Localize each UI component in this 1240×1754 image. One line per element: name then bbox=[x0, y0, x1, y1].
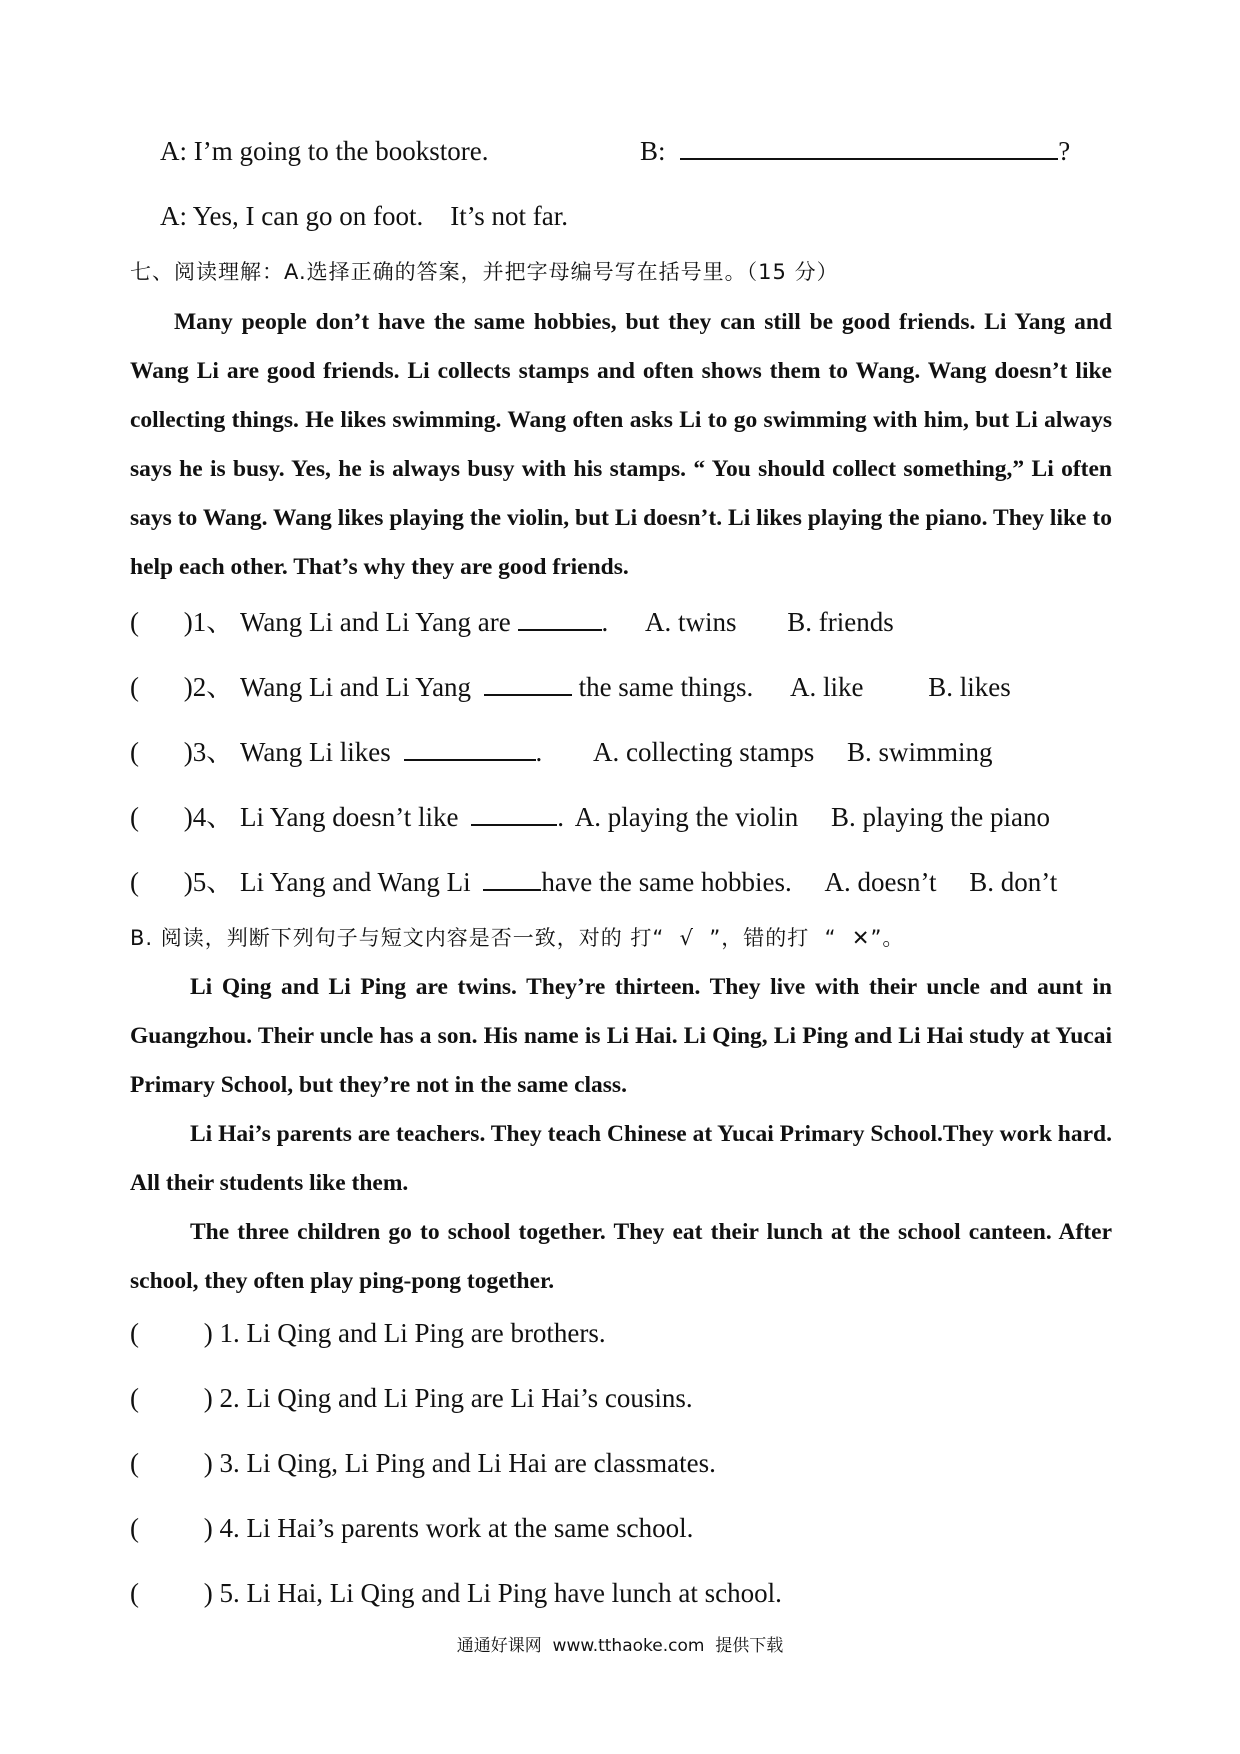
question-row bbox=[130, 605, 894, 639]
answer-paren[interactable]: ( bbox=[130, 1578, 139, 1608]
option-b: B. likes bbox=[928, 672, 1011, 702]
statement-text: ) 5. Li Hai, Li Qing and Li Ping have lunch at school. bbox=[203, 1578, 782, 1608]
dialogue-line-b1 bbox=[640, 134, 1070, 168]
statement-text: ) 4. Li Hai’s parents work at the same school. bbox=[203, 1513, 694, 1543]
statement-row bbox=[130, 1511, 693, 1545]
option-a: A. playing the violin bbox=[574, 802, 799, 832]
question-stem-end: have the same hobbies. bbox=[541, 867, 792, 897]
answer-paren[interactable]: ( bbox=[130, 867, 139, 897]
question-stem: Wang Li and Li Yang bbox=[240, 672, 472, 702]
question-number: )5、 bbox=[183, 867, 234, 897]
option-a: A. like bbox=[790, 672, 864, 702]
sectionB-heading: B. 阅读，判断下列句子与短文内容是否一致，对的 打“ √ ”，错的打 “ ✕”。 bbox=[130, 926, 905, 950]
statement-text: ) 2. Li Qing and Li Ping are Li Hai’s cousins. bbox=[203, 1383, 693, 1413]
answer-paren[interactable]: ( bbox=[130, 1448, 139, 1478]
statement-row bbox=[130, 1446, 716, 1480]
question-stem: Wang Li and Li Yang are bbox=[240, 607, 511, 637]
question-row bbox=[130, 800, 1050, 834]
answer-paren[interactable]: ( bbox=[130, 672, 139, 702]
statement-row bbox=[130, 1316, 606, 1350]
answer-paren[interactable]: ( bbox=[130, 1383, 139, 1413]
question-stem: Li Yang doesn’t like bbox=[240, 802, 459, 832]
statement-row bbox=[130, 1381, 693, 1415]
question-row bbox=[130, 670, 1011, 704]
question-stem-end: . bbox=[601, 607, 609, 637]
question-blank bbox=[471, 800, 557, 826]
option-b: B. playing the piano bbox=[831, 802, 1050, 832]
option-b: B. don’t bbox=[969, 867, 1058, 897]
section7-heading: 七、阅读理解：A.选择正确的答案，并把字母编号写在括号里。（15 分） bbox=[130, 260, 839, 284]
question-blank bbox=[484, 670, 572, 696]
question-number: )4、 bbox=[183, 802, 234, 832]
page-footer: 通通好课网 www.tthaoke.com 提供下载 bbox=[456, 1636, 784, 1656]
answer-paren[interactable]: ( bbox=[130, 607, 139, 637]
question-row bbox=[130, 735, 993, 769]
question-stem-end: the same things. bbox=[578, 672, 754, 702]
dialogue-b-label: B: bbox=[640, 136, 666, 166]
passage-a: Many people don’t have the same hobbies, but they can still be good friends. Li Yang and Wang Li are good friends. Li collects stamps and often shows them to Wang. Wang doesn’t like collecting things. He likes swimming. Wang often asks Li to go swimming with him, but Li always says he is busy. Yes, he is always busy with his stamps. “ You should collect something,” Li often says to Wang. Wang likes playing the violin, but Li doesn’t. Li likes playing the piano. They like to help each other. That’s why they are good friends. bbox=[130, 309, 1112, 580]
question-mark: ? bbox=[1058, 136, 1071, 166]
option-a: A. collecting stamps bbox=[593, 737, 815, 767]
option-b: B. swimming bbox=[847, 737, 993, 767]
passage-b-paragraph-2: Li Hai’s parents are teachers. They teach Chinese at Yucai Primary School.They work hard. All their students like them. bbox=[130, 1121, 1112, 1196]
question-blank bbox=[518, 605, 602, 631]
passage-b-paragraph-3: The three children go to school together. They eat their lunch at the school canteen. After school, they often play ping-pong together. bbox=[130, 1219, 1112, 1294]
option-a: A. twins bbox=[645, 607, 737, 637]
question-stem: Li Yang and Wang Li bbox=[240, 867, 471, 897]
question-number: )3、 bbox=[183, 737, 234, 767]
answer-paren[interactable]: ( bbox=[130, 1318, 139, 1348]
answer-blank[interactable] bbox=[680, 134, 1058, 160]
statement-text: ) 3. Li Qing, Li Ping and Li Hai are classmates. bbox=[203, 1448, 716, 1478]
question-stem-end: . bbox=[535, 737, 543, 767]
option-a: A. doesn’t bbox=[824, 867, 937, 897]
answer-paren[interactable]: ( bbox=[130, 802, 139, 832]
passage-b-paragraph-1: Li Qing and Li Ping are twins. They’re thirteen. They live with their uncle and aunt in Guangzhou. Their uncle has a son. His name is Li Hai. Li Qing, Li Ping and Li Hai study at Yucai Primary School, but they’re not in the same class. bbox=[130, 974, 1112, 1098]
question-blank bbox=[404, 735, 536, 761]
dialogue-line-a1: A: I’m going to the bookstore. bbox=[160, 136, 489, 166]
statement-row bbox=[130, 1576, 782, 1610]
answer-paren[interactable]: ( bbox=[130, 1513, 139, 1543]
answer-paren[interactable]: ( bbox=[130, 737, 139, 767]
question-row bbox=[130, 865, 1057, 899]
question-blank bbox=[483, 865, 541, 891]
question-number: )2、 bbox=[183, 672, 234, 702]
option-b: B. friends bbox=[787, 607, 894, 637]
question-stem-end: . bbox=[557, 802, 565, 832]
statement-text: ) 1. Li Qing and Li Ping are brothers. bbox=[203, 1318, 606, 1348]
question-stem: Wang Li likes bbox=[240, 737, 391, 767]
dialogue-line-a2: A: Yes, I can go on foot. It’s not far. bbox=[160, 201, 568, 231]
question-number: )1、 bbox=[183, 607, 234, 637]
